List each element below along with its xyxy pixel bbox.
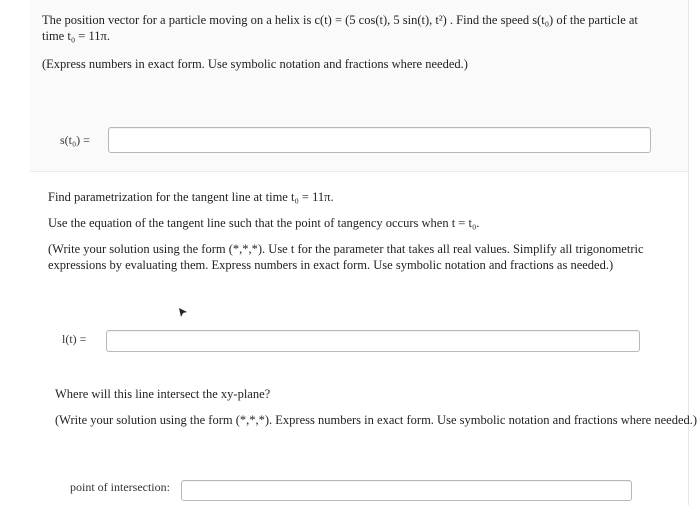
part3-instruction: (Write your solution using the form (*,*,*). Express numbers in exact form. Use symbolic notation and fractions where needed.) xyxy=(55,413,698,427)
part1-instruction: (Express numbers in exact form. Use symbolic notation and fractions where needed.) xyxy=(42,57,468,71)
part2-hint: Use the equation of the tangent line such that the point of tangency occurs when t = t₀. xyxy=(48,216,480,230)
tangent-line-answer-label: l(t) = xyxy=(62,332,87,346)
intersection-answer-label: point of intersection: xyxy=(70,480,170,494)
part3-question: Where will this line intersect the xy-plane? xyxy=(55,387,271,401)
part1-question-line2: time t₀ = 11π. xyxy=(42,29,110,43)
tangent-line-answer-field[interactable] xyxy=(106,330,640,352)
part2-instruction: (Write your solution using the form (*,*,*). Use t for the parameter that takes all real values. Simplify all trigonometric expressions by evaluating them. Express numbers in exact form. Use symbolic notation and fractions as needed.) xyxy=(48,242,644,272)
speed-answer-label: s(t₀) = xyxy=(60,133,90,147)
mouse-pointer-icon xyxy=(178,307,188,319)
part1-question-line1: The position vector for a particle moving on a helix is c(t) = (5 cos(t), 5 sin(t), t²) . Find the speed s(t₀) of the particle at xyxy=(42,13,638,27)
speed-answer-field[interactable] xyxy=(108,127,651,153)
intersection-answer-field[interactable] xyxy=(181,480,632,501)
part2-question: Find parametrization for the tangent line at time t₀ = 11π. xyxy=(48,190,334,204)
divider xyxy=(688,0,689,505)
